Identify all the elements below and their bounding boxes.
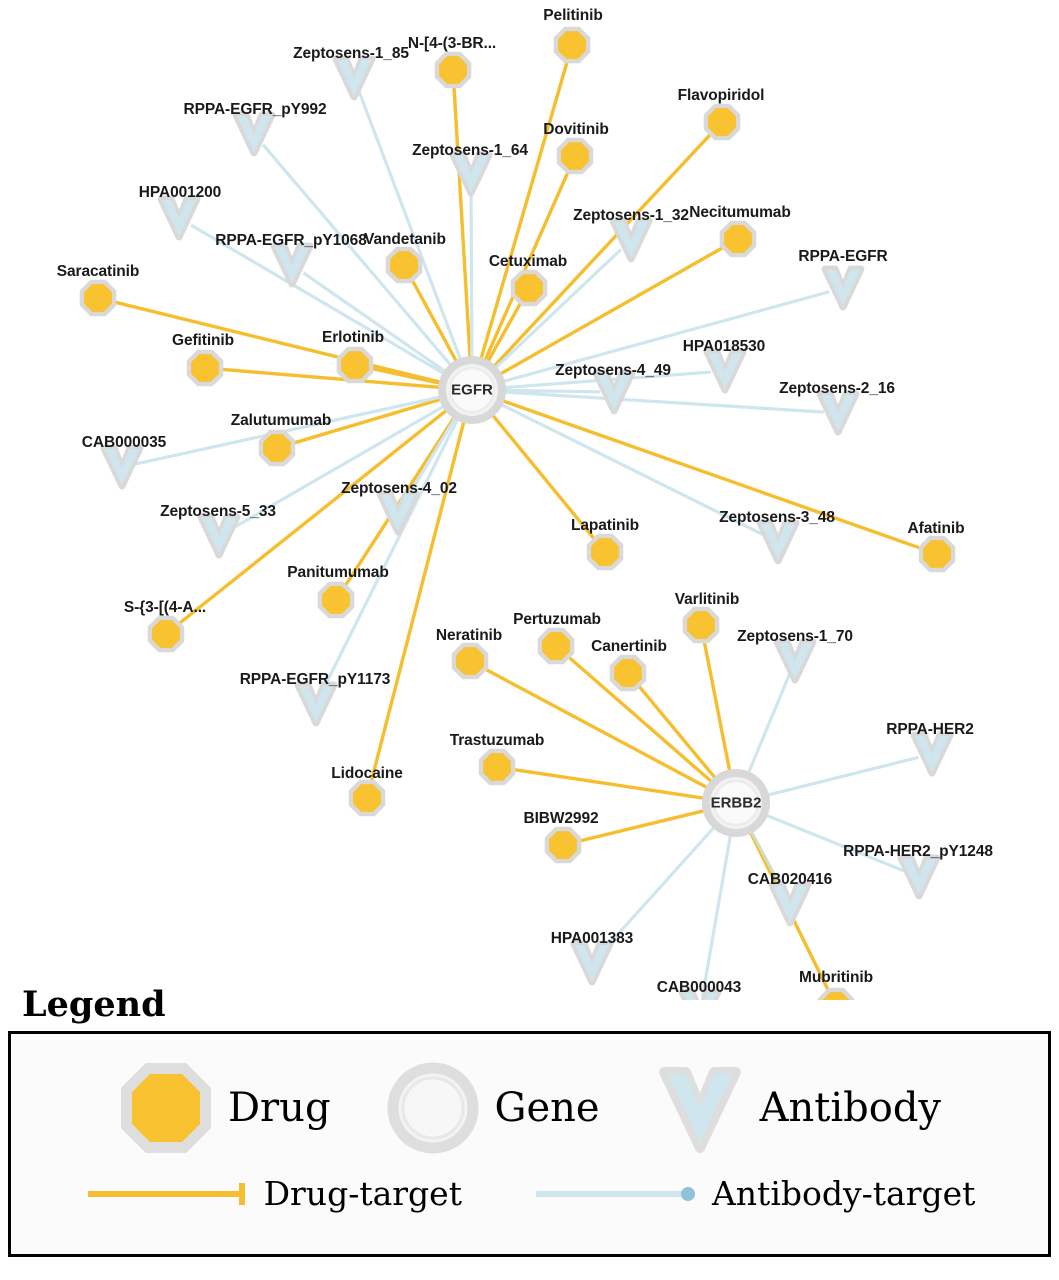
drug-label: N-[4-(3-BR... (407, 35, 497, 52)
drug-octagon-icon (439, 56, 467, 84)
node-drug (560, 141, 590, 171)
antibody-label: Zeptosens-4_02 (341, 480, 457, 497)
node-drug (83, 283, 113, 313)
legend-item-drug-target (84, 1174, 462, 1213)
drug-label: Varlitinib (674, 591, 740, 608)
legend-edge-row (11, 1174, 1048, 1213)
antibody-label: RPPA-EGFR_pY1068 (215, 232, 367, 249)
drug-octagon-icon (191, 354, 219, 382)
edge-antibody-target (303, 273, 449, 374)
node-drug (389, 250, 419, 280)
edge-drug-target (513, 769, 707, 798)
drug-octagon-icon (341, 351, 369, 379)
drug-label: Lidocaine (331, 765, 403, 782)
drug-label: Gefitinib (172, 332, 234, 349)
drug-label: Mubritinib (799, 969, 873, 986)
node-antibody (901, 858, 937, 896)
drug-target-edge-icon (84, 1179, 254, 1209)
antibody-label: Zeptosens-2_16 (779, 380, 895, 397)
drug-label: Flavopiridol (677, 87, 765, 104)
drug-octagon-icon (923, 540, 951, 568)
antibody-label: CAB000035 (81, 434, 167, 451)
node-drug (686, 610, 716, 640)
drug-octagon-icon (614, 659, 642, 687)
antibody-label: HPA001383 (550, 930, 634, 947)
node-drug (514, 273, 544, 303)
edge-antibody-target (763, 757, 918, 796)
drug-octagon-icon (84, 284, 112, 312)
drug-octagon-icon (263, 434, 291, 462)
antibody-label: CAB020416 (747, 871, 833, 888)
antibody-label: Zeptosens-5_33 (160, 503, 276, 520)
node-antibody (707, 352, 743, 390)
antibody-label: RPPA-HER2 (886, 721, 974, 738)
antibody-label: Zeptosens-3_48 (719, 509, 835, 526)
drug-octagon-icon (708, 108, 736, 136)
drug-octagon-icon (483, 753, 511, 781)
drug-label: Trastuzumab (449, 732, 545, 749)
antibody-label: Zeptosens-1_64 (412, 142, 528, 159)
node-antibody (104, 448, 140, 486)
node-antibody (161, 199, 197, 237)
drug-octagon-icon (558, 31, 586, 59)
drug-octagon-icon (561, 142, 589, 170)
node-drug (922, 539, 952, 569)
drug-octagon-icon (591, 538, 619, 566)
edge-drug-target (454, 86, 470, 360)
drug-octagon-icon (515, 274, 543, 302)
antibody-label: Zeptosens-1_85 (293, 45, 409, 62)
node-antibody (825, 269, 861, 307)
node-drug (723, 224, 753, 254)
node-drug (438, 55, 468, 85)
drug-label: Dovitinib (543, 121, 609, 138)
antibody-label: RPPA-EGFR_pY1173 (239, 671, 391, 688)
edge-antibody-target (747, 674, 790, 777)
edge-drug-target (500, 400, 922, 549)
drug-octagon-icon (724, 225, 752, 253)
drug-octagon-icon (687, 611, 715, 639)
drug-label: Zalutumumab (230, 412, 332, 429)
legend-item-antibody-target (532, 1174, 975, 1213)
antibody-label: Zeptosens-4_49 (555, 362, 671, 379)
antibody-label: CAB000043 (656, 979, 742, 996)
node-drug (541, 631, 571, 661)
edge-drug-target (221, 369, 442, 387)
legend-item-drug (118, 1060, 331, 1156)
node-antibody (336, 59, 372, 97)
node-drug (190, 353, 220, 383)
drug-label: Neratinib (435, 627, 503, 644)
drug-label: Erlotinib (322, 329, 384, 346)
drug-octagon-icon (152, 620, 180, 648)
antibody-target-edge-icon (532, 1179, 702, 1209)
drug-label: Canertinib (591, 638, 667, 655)
legend-label-gene: Gene (494, 1085, 600, 1131)
drug-label: Afatinib (907, 520, 965, 537)
drug-octagon-icon (390, 251, 418, 279)
antibody-label: RPPA-EGFR_pY992 (183, 101, 327, 118)
node-drug (590, 537, 620, 567)
node-drug (352, 783, 382, 813)
drug-octagon-icon (118, 1060, 214, 1156)
drug-label: Pelitinib (543, 7, 603, 24)
edge-antibody-target (500, 392, 824, 412)
drug-label: S-{3-[(4-A... (123, 599, 207, 616)
antibody-vee-icon (654, 1060, 746, 1156)
node-antibody (574, 944, 610, 982)
node-antibody (298, 685, 334, 723)
node-drug (262, 433, 292, 463)
node-antibody (820, 394, 856, 432)
node-antibody (201, 517, 237, 555)
gene-label: EGFR (451, 381, 493, 399)
node-antibody (914, 735, 950, 773)
edge-drug-target (704, 641, 730, 774)
legend-item-antibody (654, 1060, 941, 1156)
legend-label-drug-target: Drug-target (263, 1174, 462, 1213)
drug-octagon-icon (542, 632, 570, 660)
antibody-label: RPPA-HER2_pY1248 (843, 843, 993, 860)
drug-label: Necitumumab (689, 204, 791, 221)
edge-antibody-target (471, 188, 472, 362)
drug-label: Cetuximab (488, 253, 568, 270)
antibody-label: RPPA-EGFR (798, 248, 888, 265)
antibody-label: Zeptosens-1_32 (573, 207, 689, 224)
legend-node-row (11, 1058, 1048, 1158)
gene-label: ERBB2 (710, 794, 762, 812)
drug-label: Panitumumab (287, 564, 389, 581)
drug-octagon-icon (549, 831, 577, 859)
node-antibody (760, 523, 796, 561)
node-drug (321, 585, 351, 615)
node-drug (455, 646, 485, 676)
drug-label: Lapatinib (571, 517, 639, 534)
node-antibody (777, 642, 813, 680)
node-drug (557, 30, 587, 60)
edge-drug-target (638, 685, 717, 780)
node-drug (707, 107, 737, 137)
node-drug (340, 350, 370, 380)
drug-label: Pertuzumab (513, 611, 601, 628)
legend (0, 984, 1059, 1257)
node-drug (482, 752, 512, 782)
drug-label: BIBW2992 (523, 810, 599, 827)
drug-octagon-icon (353, 784, 381, 812)
antibody-label: HPA018530 (682, 338, 766, 355)
node-antibody (772, 885, 808, 923)
legend-label-antibody: Antibody (759, 1085, 942, 1131)
node-drug (613, 658, 643, 688)
edge-drug-target (480, 60, 567, 361)
legend-label-antibody-target: Antibody-target (711, 1174, 976, 1213)
drug-octagon-icon (456, 647, 484, 675)
edge-antibody-target (702, 831, 731, 998)
legend-label-drug: Drug (227, 1085, 331, 1131)
antibody-label: HPA001200 (138, 184, 222, 201)
node-drug (151, 619, 181, 649)
legend-title: Legend (22, 984, 166, 1025)
drug-label: Saracatinib (56, 263, 140, 280)
drug-label: Vandetanib (364, 231, 446, 248)
drug-octagon-icon (322, 586, 350, 614)
node-drug (548, 830, 578, 860)
legend-item-gene (385, 1060, 600, 1156)
antibody-label: Zeptosens-1_70 (737, 628, 853, 645)
gene-circle-icon (385, 1060, 481, 1156)
legend-box (8, 1031, 1051, 1257)
